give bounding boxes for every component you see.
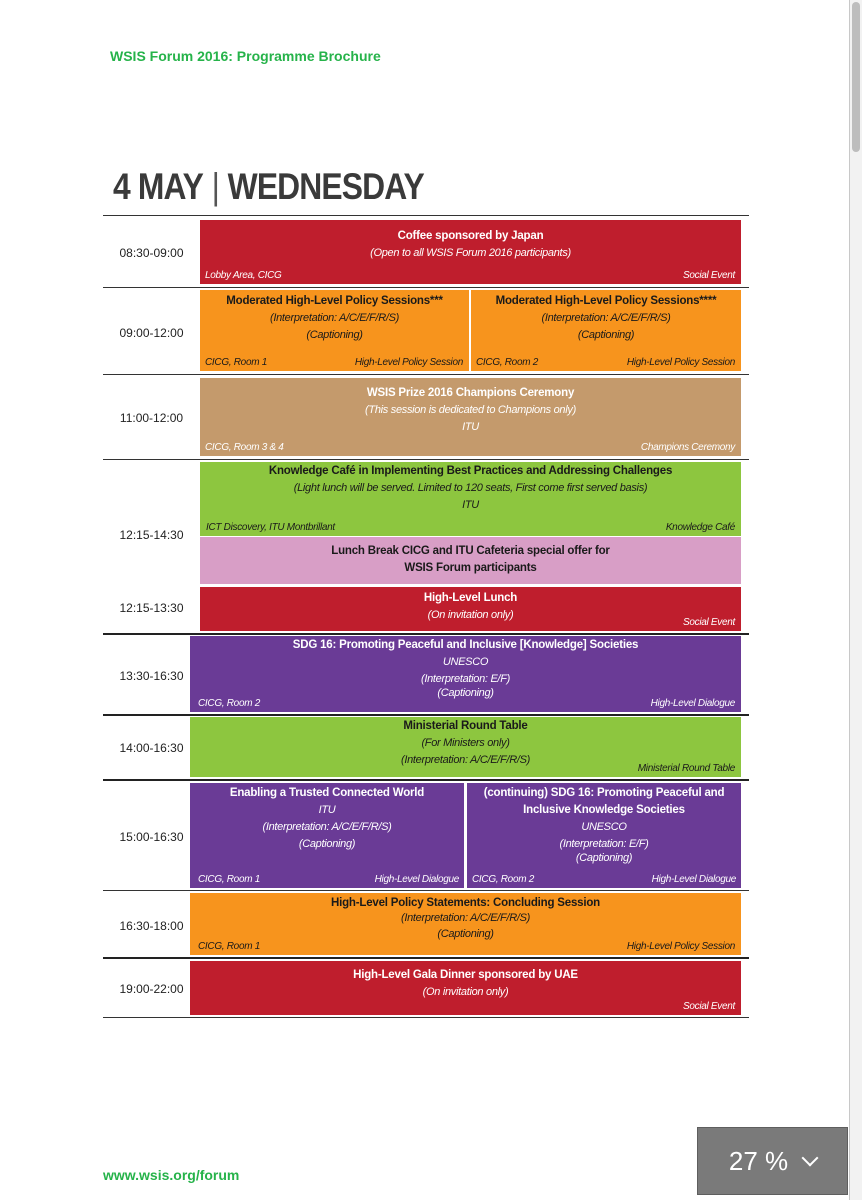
session-note: (On invitation only) bbox=[422, 986, 509, 998]
time-label: 11:00-12:00 bbox=[119, 411, 184, 425]
session-location: CICG, Room 2 bbox=[476, 357, 538, 368]
session-note: (Captioning) bbox=[437, 928, 494, 940]
session-note: (Interpretation: E/F) bbox=[420, 673, 511, 685]
brochure-header: WSIS Forum 2016: Programme Brochure bbox=[110, 48, 381, 64]
session-type: High-Level Policy Session bbox=[626, 941, 735, 952]
session-type: High-Level Policy Session bbox=[626, 357, 735, 368]
session-hlps-room2 bbox=[471, 290, 741, 371]
row-rule bbox=[103, 779, 749, 781]
session-type: Knowledge Café bbox=[665, 522, 735, 533]
session-note: (On invitation only) bbox=[427, 609, 514, 621]
session-note: (Captioning) bbox=[306, 329, 363, 341]
session-title: Lunch Break CICG and ITU Cafeteria special offer for bbox=[331, 545, 610, 557]
time-label: 09:00-12:00 bbox=[119, 326, 184, 340]
session-location: Lobby Area, CICG bbox=[205, 270, 282, 281]
time-label: 16:30-18:00 bbox=[119, 919, 184, 933]
session-type: Social Event bbox=[683, 270, 735, 281]
session-note: (Captioning) bbox=[577, 329, 635, 341]
session-title: Ministerial Round Table bbox=[403, 720, 528, 732]
session-type: Social Event bbox=[683, 1001, 735, 1012]
session-type: Champions Ceremony bbox=[640, 442, 735, 453]
session-note: (Interpretation: A/C/E/F/R/S) bbox=[269, 312, 400, 324]
session-type: Ministerial Round Table bbox=[637, 763, 735, 774]
session-title-line2: WSIS Forum participants bbox=[404, 562, 537, 574]
time-label: 15:00-16:30 bbox=[119, 830, 184, 844]
session-title: High-Level Gala Dinner sponsored by UAE bbox=[353, 969, 578, 981]
row-rule bbox=[103, 890, 749, 891]
session-hlps-room1 bbox=[200, 290, 469, 371]
session-location: CICG, Room 2 bbox=[472, 874, 534, 885]
time-label: 13:30-16:30 bbox=[119, 669, 184, 683]
day-weekday: WEDNESDAY bbox=[227, 166, 424, 207]
session-type: High-Level Dialogue bbox=[650, 698, 735, 709]
session-policy-statements bbox=[190, 893, 741, 955]
row-rule bbox=[103, 633, 749, 635]
session-type: High-Level Dialogue bbox=[651, 874, 736, 885]
session-sdg16-continuing bbox=[467, 783, 741, 888]
row-rule bbox=[103, 215, 749, 216]
session-title: High-Level Policy Statements: Concluding Session bbox=[330, 897, 600, 909]
day-title bbox=[113, 166, 424, 208]
session-note: (Light lunch will be served. Limited to 120 seats, First come first served basis) bbox=[293, 482, 648, 494]
session-title: Moderated High-Level Policy Sessions*** bbox=[226, 295, 443, 307]
session-prize-ceremony bbox=[200, 378, 741, 456]
zoom-level-label: 27 % bbox=[728, 1145, 789, 1176]
session-title: High-Level Lunch bbox=[423, 592, 518, 604]
session-lunch-break bbox=[200, 537, 741, 584]
session-title: Enabling a Trusted Connected World bbox=[229, 787, 425, 799]
session-trusted-connected-world bbox=[190, 783, 464, 888]
session-title: Moderated High-Level Policy Sessions**** bbox=[495, 295, 717, 307]
time-label: 08:30-09:00 bbox=[119, 246, 184, 260]
session-note: (Captioning) bbox=[298, 838, 356, 850]
session-location: CICG, Room 2 bbox=[198, 698, 260, 709]
session-coffee bbox=[200, 220, 741, 284]
row-rule bbox=[103, 459, 749, 460]
time-label: 19:00-22:00 bbox=[119, 982, 184, 996]
session-location: CICG, Room 1 bbox=[205, 357, 267, 368]
session-note: (Interpretation: E/F) bbox=[559, 838, 649, 850]
session-note: (Interpretation: A/C/E/F/R/S) bbox=[400, 912, 531, 924]
session-title: Coffee sponsored by Japan bbox=[397, 230, 544, 242]
session-note: (Captioning) bbox=[575, 852, 633, 864]
session-title: SDG 16: Promoting Peaceful and Inclusive [Knowledge] Societies bbox=[292, 639, 639, 651]
session-note: (For Ministers only) bbox=[421, 737, 510, 749]
row-rule bbox=[103, 1017, 749, 1018]
time-label: 12:15-14:30 bbox=[119, 528, 184, 542]
session-high-level-lunch bbox=[200, 587, 741, 631]
session-type: High-Level Dialogue bbox=[374, 874, 459, 885]
session-note: (Interpretation: A/C/E/F/R/S) bbox=[541, 312, 671, 324]
session-organizer: ITU bbox=[462, 421, 479, 433]
session-location: CICG, Room 1 bbox=[198, 941, 260, 952]
session-note: (Captioning) bbox=[437, 687, 494, 699]
session-title: WSIS Prize 2016 Champions Ceremony bbox=[366, 387, 575, 399]
time-label: 12:15-13:30 bbox=[119, 601, 184, 615]
session-organizer: UNESCO bbox=[581, 821, 627, 833]
day-date: 4 MAY bbox=[113, 166, 204, 207]
session-knowledge-cafe bbox=[200, 462, 741, 536]
zoom-dropdown[interactable] bbox=[697, 1127, 848, 1195]
row-rule bbox=[103, 287, 749, 288]
session-title-line2: Inclusive Knowledge Societies bbox=[523, 804, 685, 816]
row-rule bbox=[103, 957, 749, 959]
footer-url[interactable]: www.wsis.org/forum bbox=[103, 1167, 240, 1183]
session-sdg16 bbox=[190, 636, 741, 712]
session-organizer: ITU bbox=[462, 499, 479, 511]
session-title: (continuing) SDG 16: Promoting Peaceful and bbox=[483, 787, 725, 799]
session-location: ICT Discovery, ITU Montbrillant bbox=[206, 522, 335, 533]
session-organizer: ITU bbox=[318, 804, 336, 816]
row-rule bbox=[103, 714, 749, 716]
row-rule bbox=[103, 374, 749, 375]
vertical-scrollbar[interactable] bbox=[850, 0, 862, 1200]
session-note: (Open to all WSIS Forum 2016 participants) bbox=[370, 247, 571, 259]
chevron-down-icon bbox=[802, 1150, 819, 1167]
session-type: High-Level Policy Session bbox=[354, 357, 463, 368]
session-organizer: UNESCO bbox=[442, 656, 489, 668]
session-type: Social Event bbox=[683, 617, 735, 628]
session-gala-dinner bbox=[190, 961, 741, 1015]
session-title: Knowledge Café in Implementing Best Practices and Addressing Challenges bbox=[268, 465, 673, 477]
session-note: (This session is dedicated to Champions only) bbox=[365, 404, 576, 416]
day-separator: | bbox=[211, 166, 220, 207]
session-note: (Interpretation: A/C/E/F/R/S) bbox=[400, 754, 531, 766]
session-note: (Interpretation: A/C/E/F/R/S) bbox=[262, 821, 392, 833]
time-label: 14:00-16:30 bbox=[119, 741, 184, 755]
session-location: CICG, Room 3 & 4 bbox=[205, 442, 284, 453]
session-location: CICG, Room 1 bbox=[198, 874, 260, 885]
scrollbar-thumb[interactable] bbox=[852, 2, 860, 152]
session-ministerial-round-table bbox=[190, 717, 741, 777]
